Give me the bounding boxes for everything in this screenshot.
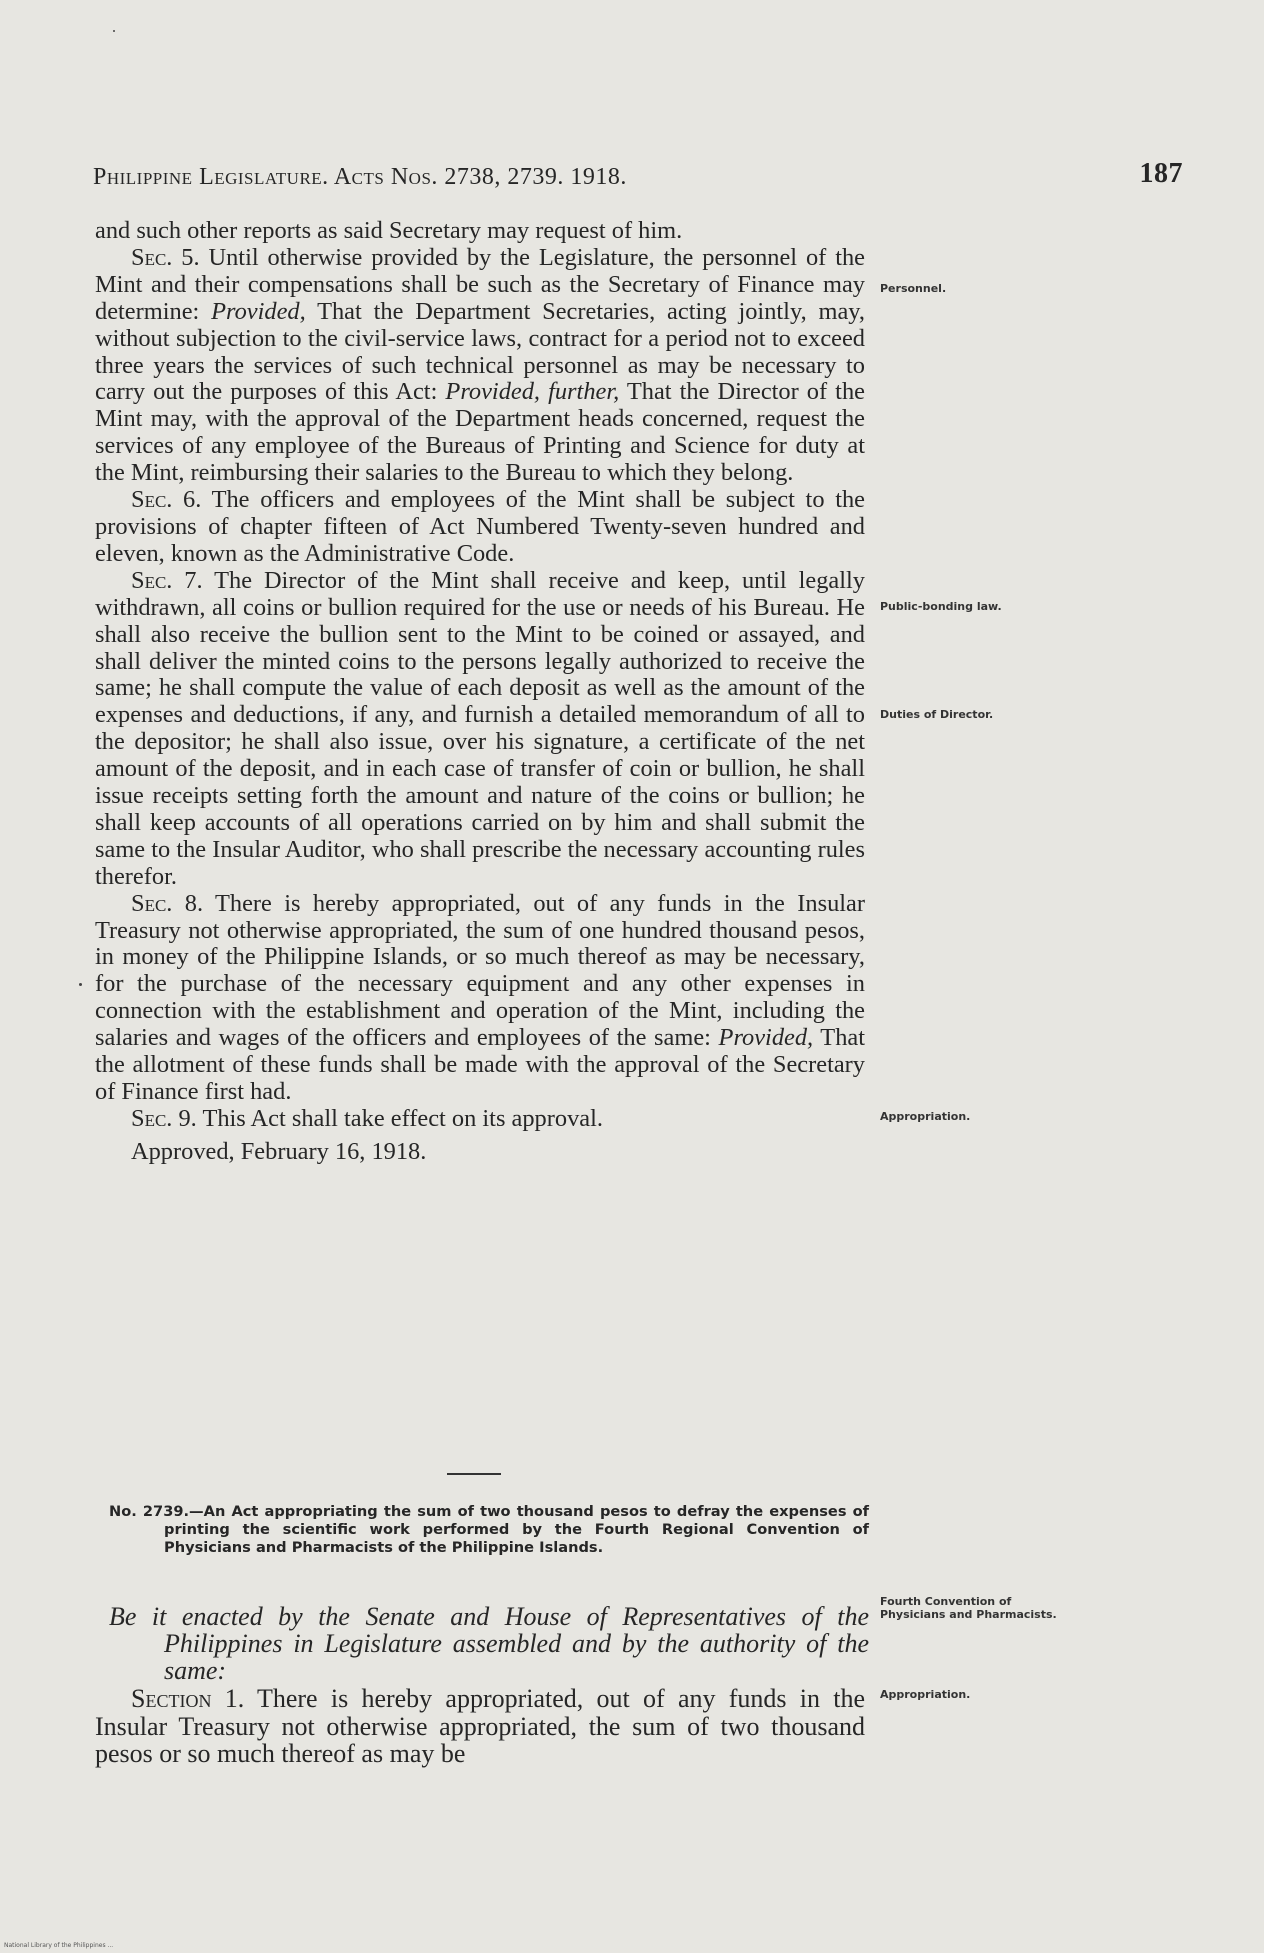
margin-note-personnel: Personnel. xyxy=(880,282,947,295)
proviso: Provided, xyxy=(211,297,306,325)
section-text: That the allotment of these funds shall be made with the approval of the Secretary of Finance first had. xyxy=(95,1024,866,1105)
section-7 xyxy=(95,568,865,891)
section-text: There is hereby appropriated, out of any funds in the Insular Treasury not otherwise appropriated, the sum of one hundred thousand pesos, in money of the Philippine Islands, or so much thereof as may be necessary, for the purchase of the necessary equipment and any other expenses in connection with the establishment and operation of the Mint, including the salaries and wages of the officers and employees of the same: xyxy=(95,889,865,1052)
act-2739-title xyxy=(109,1503,869,1557)
enacting-clause xyxy=(109,1603,869,1684)
proviso: Provided, xyxy=(718,1024,814,1052)
section-9 xyxy=(95,1106,865,1133)
enacting-clause-text: Be it enacted by the Senate and House of Representatives of the Philippines in Legislature assembled and by the authority of the same: xyxy=(109,1602,869,1685)
page-number: 187 xyxy=(1139,158,1183,189)
margin-note-appropriation-2: Appropriation. xyxy=(880,1688,971,1701)
scan-speck xyxy=(79,983,82,986)
act-title-text: No. 2739.—An Act appropriating the sum of two thousand pesos to defray the expenses of printing the scientific work performed by the Fourth Regional Convention of Physicians and Pharmacists of the Philippine Islands. xyxy=(109,1503,869,1556)
section-text: That the Director of the Mint may, with the approval of the Department heads concerned, request the services of any employee of the Bureaus of Printing and Science for duty at the Mint, reimbursing their salaries to the Bureau to which they belong. xyxy=(95,378,865,487)
section-8 xyxy=(95,891,865,1106)
section-label: Sec. 7. xyxy=(131,566,203,594)
section-divider xyxy=(447,1473,501,1475)
section-text: The Director of the Mint shall receive and keep, until legally withdrawn, all coins or bullion required for the use or needs of his Bureau. He shall also receive the bullion sent to the Mint to be coined or assayed, and shall deliver the minted coins to the persons legally authorized to receive the same; he shall compute the value of each deposit as well as the amount of the expenses and deductions, if any, and furnish a detailed memorandum of all to the depositor; he shall also issue, over his signature, a certificate of the net amount of the deposit, and in each case of transfer of coin or bullion, he shall issue receipts setting forth the amount and nature of the coins or bullion; he shall keep accounts of all operations carried on by him and shall submit the same to the Insular Auditor, who shall prescribe the necessary accounting rules therefor. xyxy=(95,566,865,890)
margin-note-appropriation: Appropriation. xyxy=(880,1110,971,1123)
section-label: Sec. 6. xyxy=(131,486,202,514)
section-text: There is hereby appropriated, out of any funds in the Insular Treasury not otherwise appropriated, the sum of two thousand pesos or so much thereof as may be xyxy=(95,1684,865,1768)
section-label: Sec. 5. xyxy=(131,243,200,271)
scan-speck xyxy=(113,30,115,32)
margin-note-duties-director: Duties of Director. xyxy=(880,708,994,721)
section-6 xyxy=(95,487,865,568)
section-label: Sec. 8. xyxy=(131,889,204,917)
margin-note-public-bonding: Public-bonding law. xyxy=(880,600,1002,613)
section-text: Until otherwise provided by the Legislature, the personnel of the Mint and their compensations shall be such as the Secretary of Finance may determine: xyxy=(95,243,866,325)
main-text xyxy=(95,218,865,1166)
section-label: Sec. 9. xyxy=(131,1104,197,1132)
section-1 xyxy=(95,1685,865,1768)
section-label: Section 1. xyxy=(131,1684,245,1713)
page-header xyxy=(93,158,1183,198)
approval-line: Approved, February 16, 1918. xyxy=(131,1137,427,1165)
section-text: That the Department Secretaries, acting jointly, may, without subjection to the civil-service laws, contract for a period not to exceed three years the services of such technical personnel as may be necessary to carry out the purposes of this Act: xyxy=(95,297,865,406)
section-text: This Act shall take effect on its approval. xyxy=(196,1104,603,1132)
section-5 xyxy=(95,245,865,487)
scan-footer: National Library of the Philippines ... xyxy=(4,1942,114,1949)
section-text: The officers and employees of the Mint shall be subject to the provisions of chapter fifteen of Act Numbered Twenty-seven hundred and eleven, known as the Administrative Code. xyxy=(95,486,865,567)
act-2739-section-1 xyxy=(95,1685,865,1768)
margin-note-fourth-convention: Fourth Convention of Physicians and Pharmacists. xyxy=(880,1595,1057,1621)
paragraph-continuation: and such other reports as said Secretary may request of him. xyxy=(95,217,683,244)
running-head: Philippine Legislature. Acts Nos. 2738, 2739. 1918. xyxy=(93,164,627,190)
proviso: Provided, further, xyxy=(445,378,620,406)
